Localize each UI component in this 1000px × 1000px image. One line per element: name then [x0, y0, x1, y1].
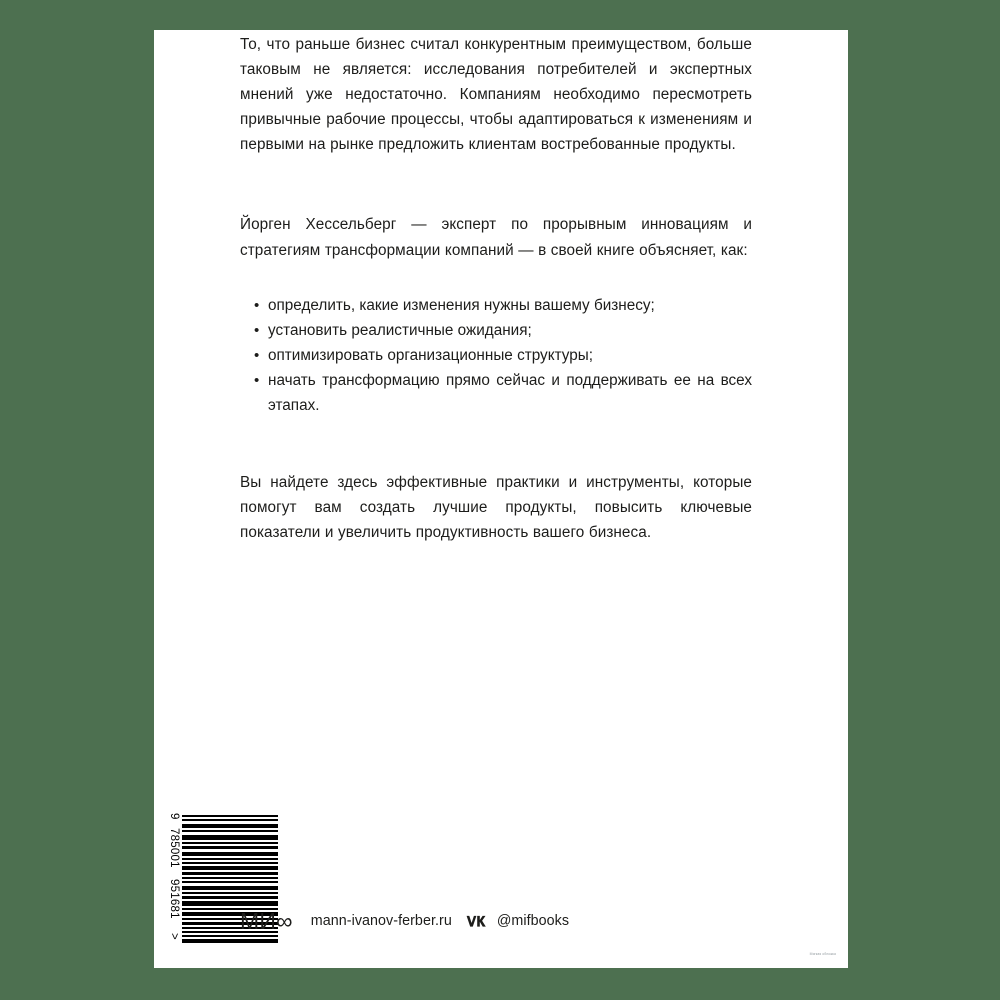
- book-back-cover: [154, 30, 848, 968]
- list-item: • оптимизировать организационные структуры;: [240, 343, 752, 368]
- paragraph-author: Йорген Хессельберг — эксперт по прорывным инновациям и стратегиям трансформации компаний — в своей книге объясняет, как:: [240, 216, 752, 259]
- blurb-copy: [240, 30, 752, 545]
- barcode-lead-digit: 9: [168, 813, 180, 820]
- barcode-group-1: 785001: [168, 828, 180, 868]
- vk-icon[interactable]: [466, 915, 486, 928]
- list-item: • определить, какие изменения нужны вашему бизнесу;: [240, 293, 752, 318]
- vk-handle[interactable]: @mifbooks: [496, 913, 570, 929]
- barcode-trailing-mark: >: [168, 933, 180, 940]
- publisher-imprint: [240, 906, 569, 936]
- list-item: • установить реалистичные ожидания;: [240, 318, 752, 343]
- publisher-website-link[interactable]: mann-ivanov-ferber.ru: [310, 913, 452, 929]
- paragraph-intro: То, что раньше бизнес считал конкурентным преимуществом, больше таковым не является: исследования потребителей и экспертных мнений уже недостаточно. Компаниям необходимо пересмотреть привычные рабочие процессы, чтобы адаптироваться к изменениям и первыми на рынке предложить клиентам востребованные продукты.: [240, 36, 752, 154]
- barcode-digits: [163, 815, 181, 943]
- list-item: • начать трансформацию прямо сейчас и поддерживать ее на всех этапах.: [240, 368, 752, 418]
- benefits-list: [240, 293, 752, 418]
- isbn-barcode: [154, 812, 324, 962]
- print-mark: Мягкая обложка: [809, 952, 836, 956]
- barcode-group-2: 951681: [168, 879, 180, 919]
- paragraph-outro: Вы найдете здесь эффективные практики и инструменты, которые помогут вам создать лучшие продукты, повысить ключевые показатели и увеличить продуктивность вашего бизнеса.: [240, 474, 752, 542]
- mif-logo: МИ∞: [240, 907, 293, 934]
